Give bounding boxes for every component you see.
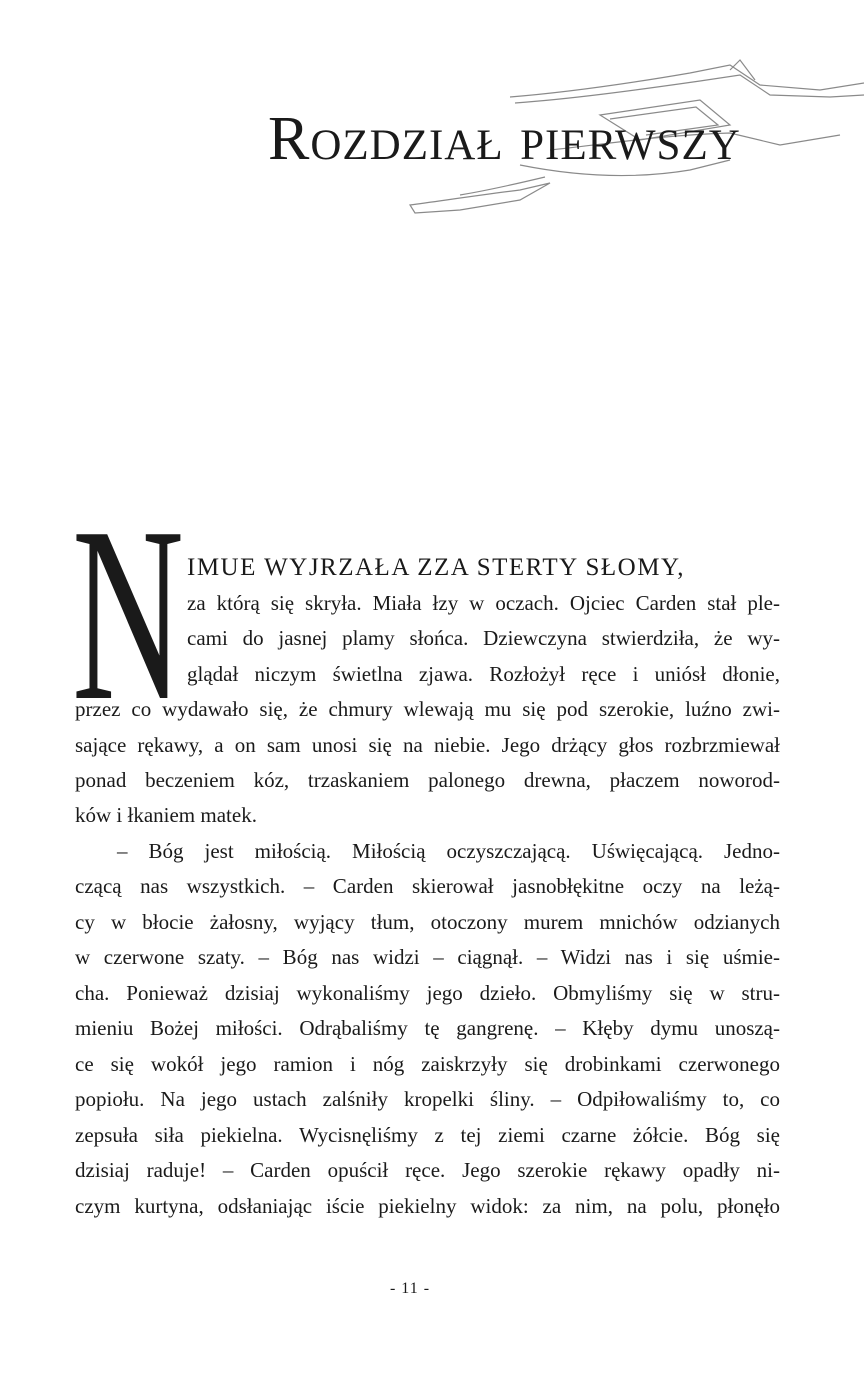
text-line: popiołu. Na jego ustach zalśniły kropelki śliny. – Odpiłowaliśmy to, co	[75, 1087, 780, 1111]
text-line: zepsuła siła piekielna. Wycisnęliśmy z tej ziemi czarne żółcie. Bóg się	[75, 1123, 780, 1147]
text-line: przez co wydawało się, że chmury wlewają mu się pod szerokie, luźno zwi-	[75, 697, 780, 721]
text-line: IMUE WYJRZAŁA ZZA STERTY SŁOMY,	[187, 554, 686, 581]
text-line: cy w błocie żałosny, wyjący tłum, otoczony murem mnichów odzianych	[75, 910, 780, 934]
text-line: sające rękawy, a on sam unosi się na niebie. Jego drżący głos rozbrzmiewał	[75, 733, 780, 757]
text-line: glądał niczym świetlna zjawa. Rozłożył ręce i uniósł dłonie,	[187, 662, 780, 686]
drop-cap: N	[72, 476, 184, 753]
text-line: ków i łkaniem matek.	[75, 803, 257, 827]
text-line: ponad beczeniem kóz, trzaskaniem palonego drewna, płaczem noworod-	[75, 768, 780, 792]
text-line: mieniu Bożej miłości. Odrąbaliśmy tę gangrenę. – Kłęby dymu unoszą-	[75, 1016, 780, 1040]
text-line: czącą nas wszystkich. – Carden skierował jasnobłękitne oczy na leżą-	[75, 874, 780, 898]
chapter-title: Rozdział pierwszy	[268, 105, 741, 173]
text-line: dzisiaj raduje! – Carden opuścił ręce. Jego szerokie rękawy opadły ni-	[75, 1158, 780, 1182]
text-line: za którą się skryła. Miała łzy w oczach. Ojciec Carden stał ple-	[187, 591, 780, 615]
text-line: czym kurtyna, odsłaniając iście piekielny widok: za nim, na polu, płonęło	[75, 1194, 780, 1218]
text-line: w czerwone szaty. – Bóg nas widzi – ciągnął. – Widzi nas i się uśmie-	[75, 945, 780, 969]
text-line: cami do jasnej plamy słońca. Dziewczyna stwierdziła, że wy-	[187, 626, 780, 650]
page-number: - 11 -	[389, 1280, 431, 1297]
text-line: ce się wokół jego ramion i nóg zaiskrzyły się drobinkami czerwonego	[75, 1052, 780, 1076]
text-line: cha. Ponieważ dzisiaj wykonaliśmy jego dzieło. Obmyliśmy się w stru-	[75, 981, 780, 1005]
text-line: – Bóg jest miłością. Miłością oczyszczającą. Uświęcającą. Jedno-	[117, 839, 780, 863]
